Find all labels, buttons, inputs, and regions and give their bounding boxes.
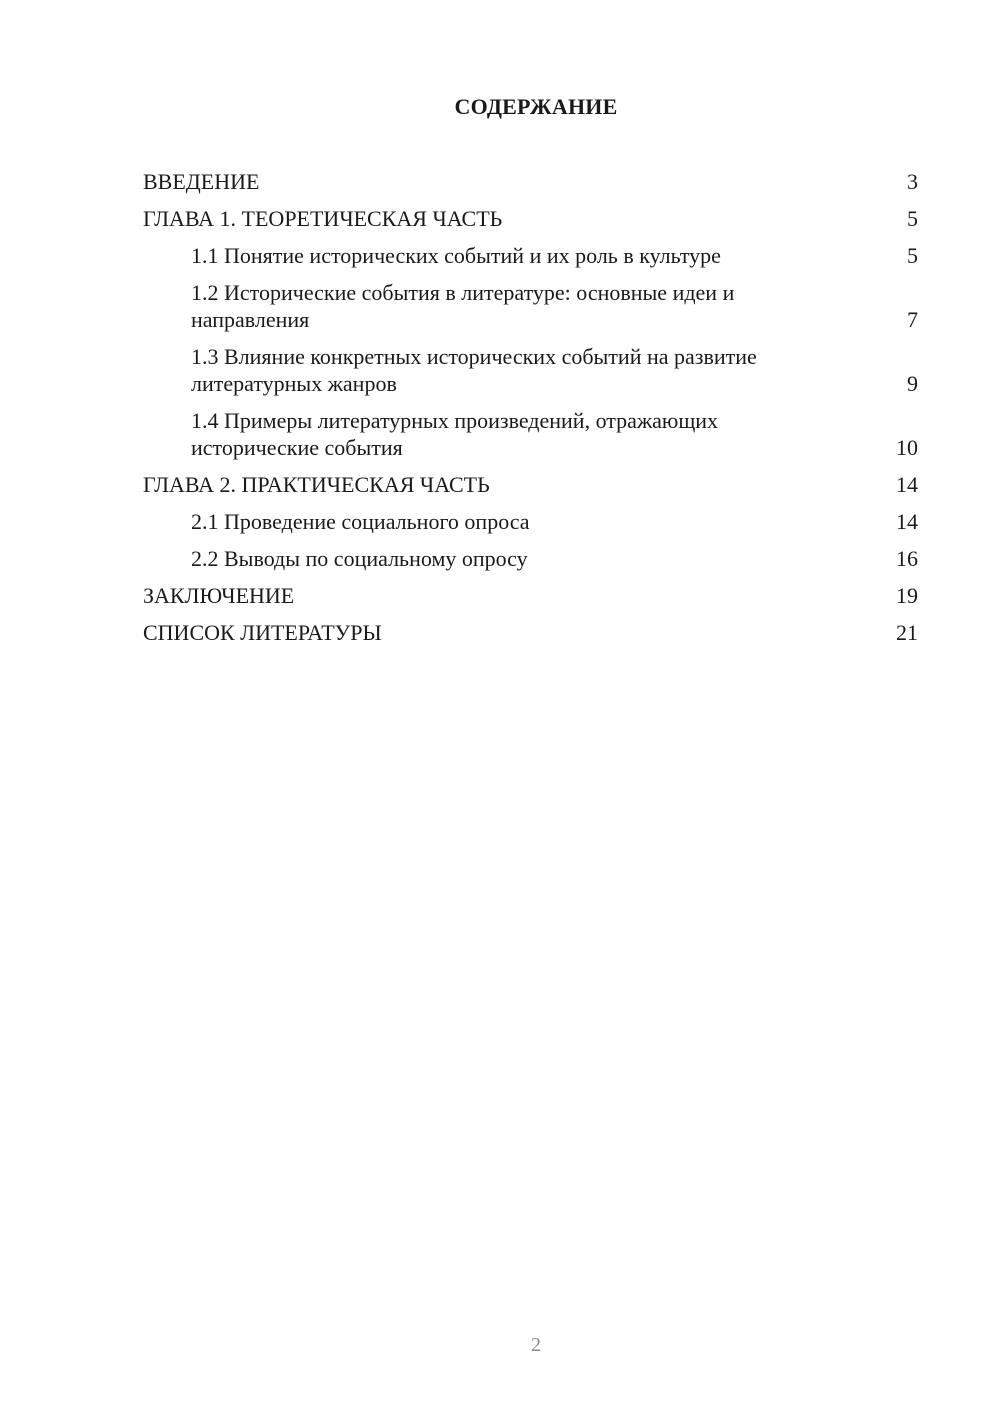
- toc-entry-section-2-1: [143, 508, 918, 535]
- page-number: 2: [531, 1334, 541, 1356]
- toc-entry-section-1-4: [143, 407, 918, 461]
- toc-entry-page: 16: [896, 546, 918, 571]
- page-title: СОДЕРЖАНИЕ: [454, 94, 618, 119]
- toc-entry-page: 5: [907, 206, 918, 231]
- toc-entry-page: 3: [907, 169, 918, 194]
- toc-entry-bibliography: [143, 619, 918, 646]
- toc-entry-page: 21: [896, 620, 918, 645]
- toc-entry-conclusion: [143, 582, 918, 609]
- toc-entry-section-1-2: [143, 279, 918, 333]
- toc-entry-label: 1.3 Влияние конкретных исторических событий на развитие литературных жанров: [191, 344, 757, 396]
- toc-entry-section-1-3: [143, 343, 918, 397]
- toc-entry-label: 2.1 Проведение социального опроса: [191, 509, 530, 534]
- toc-entry-page: 14: [896, 472, 918, 497]
- toc-entry-label: СПИСОК ЛИТЕРАТУРЫ: [143, 620, 382, 645]
- toc-entry-label: ГЛАВА 1. ТЕОРЕТИЧЕСКАЯ ЧАСТЬ: [143, 206, 503, 231]
- toc-entry-chapter-2: [143, 471, 918, 498]
- toc-entry-label: 1.1 Понятие исторических событий и их роль в культуре: [191, 243, 721, 268]
- toc-entry-chapter-1: [143, 205, 918, 232]
- toc-entry-label: 1.2 Исторические события в литературе: основные идеи и направления: [191, 280, 735, 332]
- toc-entry-section-1-1: [143, 242, 918, 269]
- toc-entry-page: 19: [896, 583, 918, 608]
- toc-entry-label: ГЛАВА 2. ПРАКТИЧЕСКАЯ ЧАСТЬ: [143, 472, 490, 497]
- toc-entry-page: 5: [907, 243, 918, 268]
- toc-entry-page: 10: [896, 435, 918, 460]
- table-of-contents: [143, 168, 918, 656]
- toc-entry-label: 2.2 Выводы по социальному опросу: [191, 546, 528, 571]
- toc-entry-section-2-2: [143, 545, 918, 572]
- toc-entry-label: 1.4 Примеры литературных произведений, отражающих исторические события: [191, 408, 719, 460]
- toc-entry-introduction: [143, 168, 918, 195]
- toc-entry-page: 9: [907, 371, 918, 396]
- toc-entry-label: ВВЕДЕНИЕ: [143, 169, 260, 194]
- toc-entry-label: ЗАКЛЮЧЕНИЕ: [143, 583, 295, 608]
- toc-entry-page: 14: [896, 509, 918, 534]
- toc-entry-page: 7: [907, 307, 918, 332]
